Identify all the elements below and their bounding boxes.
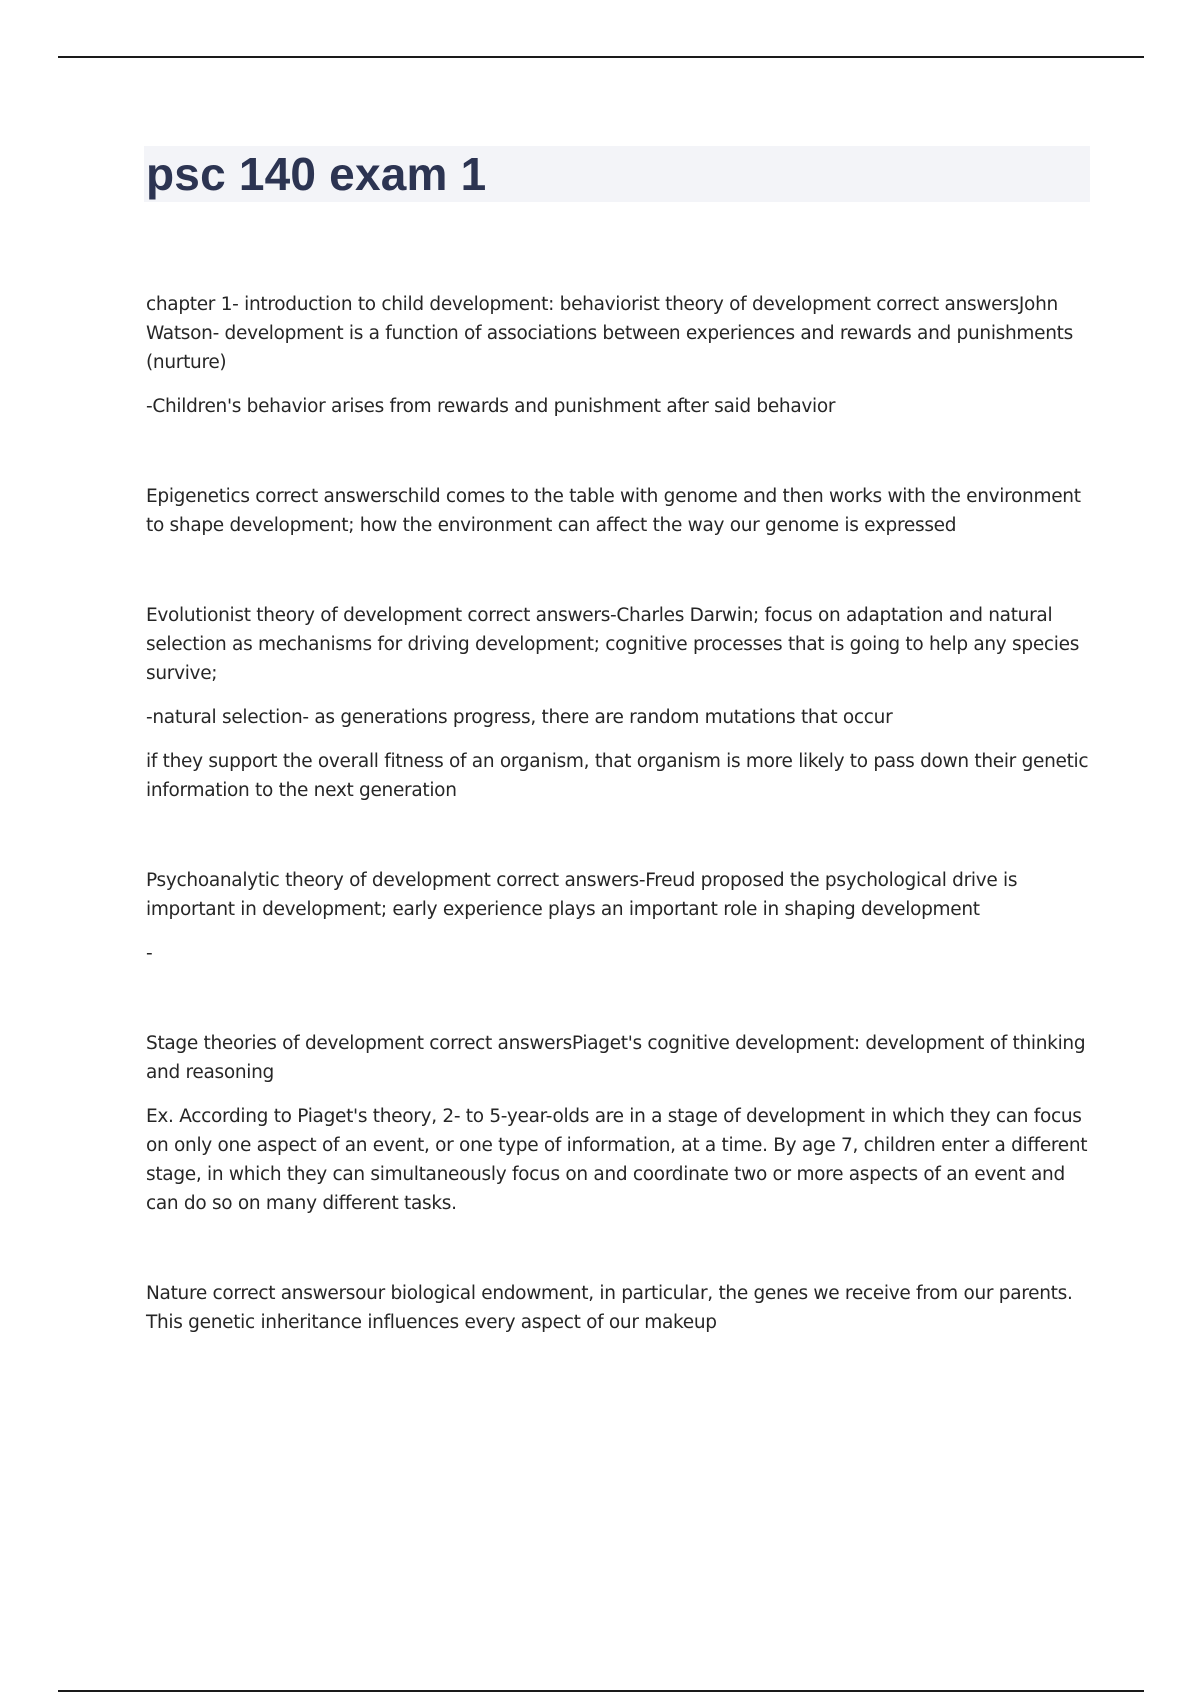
document-body (146, 290, 1091, 1337)
paragraph: Evolutionist theory of development correct answers-Charles Darwin; focus on adaptation and natural selection as mechanisms for driving development; cognitive processes that is going to help any species survive; (146, 605, 1080, 684)
entry-behaviorist (146, 290, 1091, 421)
page-title: psc 140 exam 1 (146, 148, 487, 200)
top-rule (58, 56, 1144, 58)
bottom-rule (58, 1690, 1144, 1692)
paragraph: Nature correct answersour biological endowment, in particular, the genes we receive from our parents. This genetic inheritance influences every aspect of our makeup (146, 1283, 1073, 1333)
paragraph: -natural selection- as generations progress, there are random mutations that occur (146, 707, 893, 728)
entry-epigenetics (146, 482, 1091, 540)
paragraph: -Children's behavior arises from rewards and punishment after said behavior (146, 396, 836, 417)
paragraph: - (146, 943, 153, 964)
entry-stage-theories (146, 1029, 1091, 1218)
paragraph: if they support the overall fitness of an organism, that organism is more likely to pass down their genetic information to the next generation (146, 751, 1089, 801)
paragraph: Stage theories of development correct answersPiaget's cognitive development: development of thinking and reasoning (146, 1033, 1086, 1083)
paragraph: chapter 1- introduction to child development: behaviorist theory of development correct answersJohn Watson- development is a function of associations between experiences and rewards and punishments (nurture) (146, 294, 1073, 373)
entry-nature (146, 1279, 1091, 1337)
entry-evolutionist (146, 601, 1091, 805)
entry-psychoanalytic (146, 866, 1091, 968)
paragraph: Epigenetics correct answerschild comes to the table with genome and then works with the environment to shape development; how the environment can affect the way our genome is expressed (146, 486, 1081, 536)
paragraph: Psychoanalytic theory of development correct answers-Freud proposed the psychological drive is important in development; early experience plays an important role in shaping development (146, 870, 1018, 920)
paragraph: Ex. According to Piaget's theory, 2- to 5-year-olds are in a stage of development in which they can focus on only one aspect of an event, or one type of information, at a time. By age 7, children enter a different stage, in which they can simultaneously focus on and coordinate two or more aspects of an event and can do so on many different tasks. (146, 1106, 1088, 1214)
